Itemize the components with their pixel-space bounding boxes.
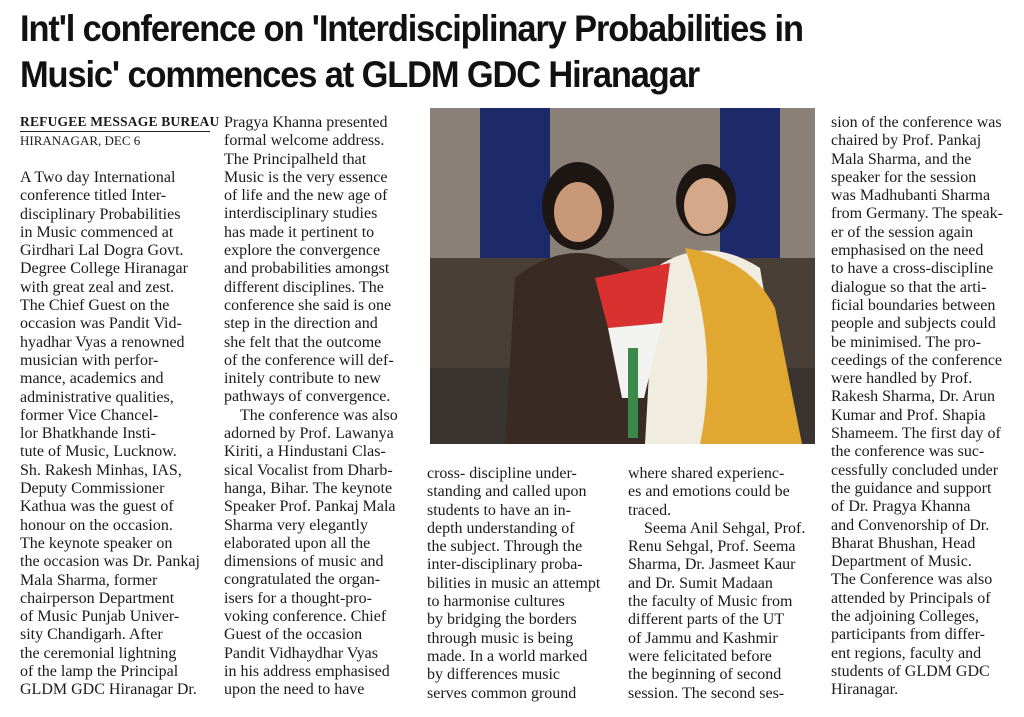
article-line: elaborated upon all the bbox=[224, 534, 371, 552]
article-line: Mala Sharma, and the bbox=[831, 150, 972, 168]
article-line: through music is being bbox=[427, 629, 574, 647]
article-line: upon the need to have bbox=[224, 681, 365, 699]
article-line: and probabilities amongst bbox=[224, 260, 390, 278]
article-line: attended by Principals of bbox=[831, 589, 991, 607]
article-column-4 bbox=[628, 465, 818, 703]
byline: REFUGEE MESSAGE BUREAU bbox=[20, 114, 210, 132]
article-line: dialogue so that the arti- bbox=[831, 278, 987, 296]
article-line: Degree College Hiranagar bbox=[20, 260, 188, 278]
article-line: participants from differ- bbox=[831, 626, 985, 644]
article-line: conference titled Inter- bbox=[20, 187, 167, 205]
article-line: serves common ground bbox=[427, 684, 577, 702]
article-line: she felt that the outcome bbox=[224, 333, 382, 351]
article-line: The conference was also bbox=[240, 406, 398, 424]
article-line: mance, academics and bbox=[20, 370, 164, 388]
article-line: sity Chandigarh. After bbox=[20, 626, 163, 644]
article-line: the conference was suc- bbox=[831, 443, 985, 461]
article-line: inter-disciplinary proba- bbox=[427, 556, 583, 574]
article-line: speaker for the session bbox=[831, 168, 977, 186]
article-line: explore the convergence bbox=[224, 242, 381, 260]
article-line: the guidance and support bbox=[831, 479, 992, 497]
article-line: the ceremonial lightning bbox=[20, 644, 177, 662]
article-line: different disciplines. The bbox=[224, 278, 384, 296]
headline-line-1: Int'l conference on 'Interdisciplinary Probabilities in bbox=[20, 8, 803, 49]
article-line: Bharat Bhushan, Head bbox=[831, 534, 976, 552]
article-line: Shameem. The first day of bbox=[831, 425, 1001, 443]
article-line: the beginning of second bbox=[628, 666, 782, 684]
article-line: by differences music bbox=[427, 666, 560, 684]
article-line: interdisciplinary studies bbox=[224, 205, 378, 223]
article-line: The Principalheld that bbox=[224, 150, 367, 168]
headline bbox=[20, 6, 941, 98]
article-line: Deputy Commissioner bbox=[20, 480, 165, 498]
article-line: A Two day International bbox=[20, 169, 176, 186]
article-line: Renu Sehgal, Prof. Seema bbox=[628, 538, 796, 556]
article-line: made. In a world marked bbox=[427, 647, 588, 665]
article-line: was Madhubanti Sharma bbox=[831, 187, 991, 205]
article-line: people and subjects could bbox=[831, 315, 996, 333]
article-line: Department of Music. bbox=[831, 553, 972, 571]
article-line: step in the direction and bbox=[224, 315, 378, 333]
article-line: Sh. Rakesh Minhas, IAS, bbox=[20, 461, 182, 479]
article-line: musician with perfor- bbox=[20, 351, 159, 369]
article-line: initely contribute to new bbox=[224, 370, 381, 388]
article-line: to have a cross-discipline bbox=[831, 260, 994, 278]
article-column-5 bbox=[831, 114, 1023, 700]
article-line: er of the session again bbox=[831, 223, 974, 241]
article-line: of Music Punjab Univer- bbox=[20, 608, 180, 626]
article-line: The Conference was also bbox=[831, 571, 993, 589]
article-column-2 bbox=[224, 114, 416, 700]
article-line: Speaker Prof. Pankaj Mala bbox=[224, 498, 396, 516]
dateline: HIRANAGAR, DEC 6 bbox=[20, 133, 141, 148]
article-line: ent regions, faculty and bbox=[831, 644, 982, 662]
article-column-3 bbox=[427, 465, 617, 703]
article-line: former Vice Chancel- bbox=[20, 406, 159, 424]
article-line: GLDM GDC Hiranagar Dr. bbox=[20, 681, 197, 699]
article-line: ceedings of the conference bbox=[831, 351, 1003, 369]
article-line: of Jammu and Kashmir bbox=[628, 629, 778, 647]
article-line: cessfully concluded under bbox=[831, 461, 999, 479]
article-line: the faculty of Music from bbox=[628, 593, 793, 611]
article-line: chairperson Department bbox=[20, 589, 175, 607]
article-line: es and emotions could be bbox=[628, 483, 790, 501]
article-line: Seema Anil Sehgal, Prof. bbox=[644, 519, 806, 537]
article-line: were felicitated before bbox=[628, 647, 772, 665]
article-line: sion of the conference was bbox=[831, 114, 1002, 131]
article-line: were handled by Prof. bbox=[831, 370, 973, 388]
article-line: Sharma, Dr. Jasmeet Kaur bbox=[628, 556, 796, 574]
article-line: pathways of convergence. bbox=[224, 388, 391, 406]
photo-illustration bbox=[430, 108, 815, 444]
article-line: hyadhar Vyas a renowned bbox=[20, 333, 185, 351]
article-line: of Dr. Pragya Khanna bbox=[831, 498, 971, 516]
article-line: lor Bhatkhande Insti- bbox=[20, 425, 156, 443]
article-line: emphasised on the need bbox=[831, 242, 984, 260]
article-line: occasion was Pandit Vid- bbox=[20, 315, 182, 333]
article-line: adorned by Prof. Lawanya bbox=[224, 425, 394, 443]
article-line: of life and the new age of bbox=[224, 187, 388, 205]
article-line: the adjoining Colleges, bbox=[831, 608, 979, 626]
article-line: Hiranagar. bbox=[831, 681, 899, 699]
article-line: chaired by Prof. Pankaj bbox=[831, 132, 982, 150]
article-line: tute of Music, Lucknow. bbox=[20, 443, 177, 461]
article-line: where shared experienc- bbox=[628, 465, 785, 482]
article-line: the occasion was Dr. Pankaj bbox=[20, 553, 200, 571]
article-line: administrative qualities, bbox=[20, 388, 174, 406]
article-line: has made it pertinent to bbox=[224, 223, 375, 241]
article-line: in Music commenced at bbox=[20, 223, 174, 241]
article-line: Mala Sharma, former bbox=[20, 571, 158, 589]
article-line: Kiriti, a Hindustani Clas- bbox=[224, 443, 386, 461]
article-line: and Convenorship of Dr. bbox=[831, 516, 990, 534]
article-line: to harmonise cultures bbox=[427, 593, 565, 611]
article-line: Pragya Khanna presented bbox=[224, 114, 388, 131]
article-column-1 bbox=[20, 169, 210, 700]
article-line: hanga, Bihar. The keynote bbox=[224, 479, 393, 497]
headline-line-2: Music' commences at GLDM GDC Hiranagar bbox=[20, 54, 700, 95]
article-line: Guest of the occasion bbox=[224, 626, 363, 644]
article-line: students of GLDM GDC bbox=[831, 662, 990, 680]
article-line: Music is the very essence bbox=[224, 168, 388, 186]
article-line: traced. bbox=[628, 501, 672, 519]
article-line: voking conference. Chief bbox=[224, 608, 387, 626]
article-line: formal welcome address. bbox=[224, 132, 385, 150]
article-line: isers for a thought-pro- bbox=[224, 589, 372, 607]
article-line: and Dr. Sumit Madaan bbox=[628, 574, 773, 592]
article-line: by bridging the borders bbox=[427, 611, 577, 629]
article-line: Sharma very elegantly bbox=[224, 516, 368, 534]
article-line: the subject. Through the bbox=[427, 538, 583, 556]
article-line: ficial boundaries between bbox=[831, 296, 996, 314]
article-line: from Germany. The speak- bbox=[831, 205, 1003, 223]
article-line: of the conference will def- bbox=[224, 351, 394, 369]
article-line: Rakesh Sharma, Dr. Arun bbox=[831, 388, 995, 406]
news-photo bbox=[430, 108, 815, 444]
article-line: of the lamp the Principal bbox=[20, 663, 179, 681]
article-line: congratulated the organ- bbox=[224, 571, 381, 589]
article-line: honour on the occasion. bbox=[20, 516, 173, 534]
article-line: be minimised. The pro- bbox=[831, 333, 981, 351]
article-line: dimensions of music and bbox=[224, 553, 384, 571]
article-line: depth understanding of bbox=[427, 519, 575, 537]
article-line: sical Vocalist from Dharb- bbox=[224, 461, 393, 479]
article-line: Pandit Vidhaydhar Vyas bbox=[224, 644, 378, 662]
article-line: session. The second ses- bbox=[628, 684, 785, 702]
article-line: The keynote speaker on bbox=[20, 534, 173, 552]
article-line: The Chief Guest on the bbox=[20, 297, 170, 315]
article-line: disciplinary Probabilities bbox=[20, 205, 181, 223]
article-line: bilities in music an attempt bbox=[427, 574, 601, 592]
article-line: with great zeal and zest. bbox=[20, 278, 175, 296]
article-line: Kathua was the guest of bbox=[20, 498, 174, 516]
article-line: Kumar and Prof. Shapia bbox=[831, 406, 986, 424]
article-line: students to have an in- bbox=[427, 501, 571, 519]
article-line: standing and called upon bbox=[427, 483, 587, 501]
article-line: conference she said is one bbox=[224, 296, 392, 314]
article-line: cross- discipline under- bbox=[427, 465, 577, 482]
article-line: different parts of the UT bbox=[628, 611, 785, 629]
article-line: Girdhari Lal Dogra Govt. bbox=[20, 242, 184, 260]
article-line: in his address emphasised bbox=[224, 662, 390, 680]
